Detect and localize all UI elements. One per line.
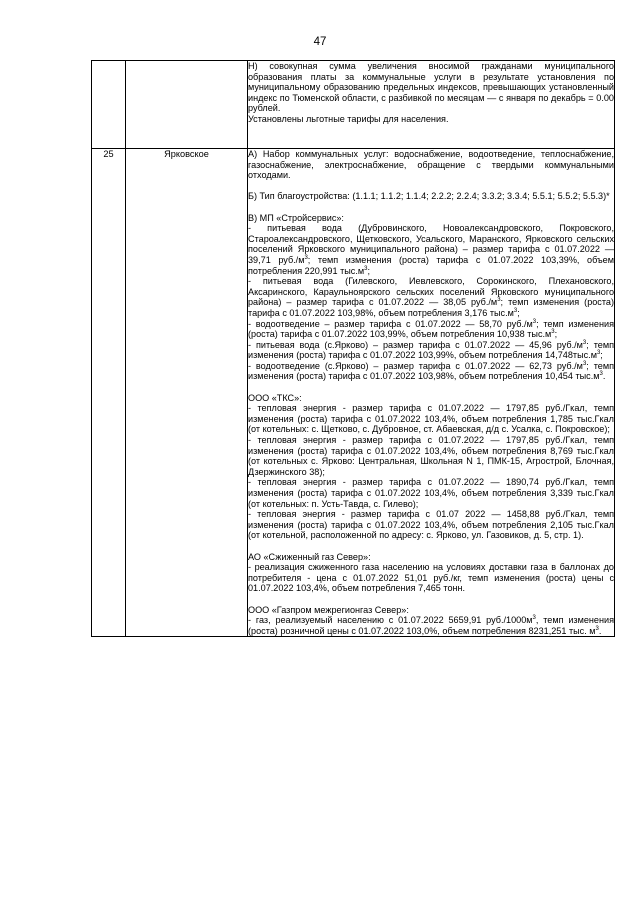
description-cell: [248, 61, 615, 149]
municipality-name: Ярковское: [164, 149, 209, 159]
paragraph-benefits: Установлены льготные тарифы для населения.: [248, 113, 449, 124]
tariff-item: - газ, реализуемый населению с 01.07.2022 5659,91 $руб./1000м^3$, темп изменения (роста) розничной цены с 01.07.2022 103,0%, объем потребления 8231,251 тыс. $м^3$.: [248, 615, 614, 636]
tariff-item: - реализация сжиженного газа населению на условиях доставки газа в баллонах до потребителя - цена с 01.07.2022 51,01 руб./кг, темп изменения (роста) цены с 01.07.2022 103,4%, объем потребления 7,465 тонн.: [248, 562, 614, 594]
row-number-cell: [92, 149, 126, 637]
paragraph-gazprom-title: ООО «Газпром межрегионгаз Север»:: [248, 604, 409, 615]
tariff-item: - питьевая вода (Гилевского, Иевлевского, Сорокинского, Плехановского, Аксаринского, Караульноярского сельских поселений Ярковского муниципального района) – размер тарифа с 01.07.2022 — 38,05 $руб./м^3$; темп изменения (роста) тарифа с 01.07.2022 103,98%, объем потребления 3,176 $тыс.м^3$;: [248, 276, 615, 318]
table-row: [92, 149, 615, 637]
table-row: [92, 61, 615, 149]
tariff-item: - водоотведение – размер тарифа с 01.07.2022 — 58,70 $руб./м^3$; темп изменения (роста) тарифа с 01.07.2022 103,99%, объем потребления 10,938 $тыс.м^3$;: [248, 318, 614, 340]
municipality-cell: [126, 61, 248, 149]
paragraph-b: Б) Тип благоустройства: (1.1.1; 1.1.2; 1.1.4; 2.2.2; 2.2.4; 3.3.2; 3.3.4; 5.5.1; 5.5.2; 5.5.3)*: [248, 191, 610, 202]
description-cell: [248, 149, 615, 637]
tariff-item: - питьевая вода (Дубровинского, Новоалександровского, Покровского, Староалександровского, Щетковского, Усальского, Маранского, Ярковского сельских поселений Ярковского муниципального района) – размер тарифа с 01.07.2022 — 39,71 $руб./м^3$; темп изменения (роста) тарифа с 01.07.2022 103,39%, объем потребления 220,991 $тыс.м^3$;: [248, 223, 614, 276]
tariff-item: - питьевая вода (с.Ярково) – размер тарифа с 01.07.2022 — 45,96 $руб./м^3$; темп изменения (роста) тарифа с 01.07.2022 103,99%, объем потребления $14,748тыс.м^3$;: [248, 339, 614, 361]
tariff-item: - водоотведение (с.Ярково) – размер тарифа с 01.07.2022 — 62,73 $руб./м^3$; темп изменения (роста) тарифа с 01.07.2022 103,98%, объем потребления 10,454 $тыс.м^3$.: [248, 360, 614, 382]
page-number: 47: [313, 36, 327, 48]
paragraph-n: Н) совокупная сумма увеличения вносимой гражданами муниципального образования платы за коммунальные услуги в результате установления по муниципальному образованию предельных индексов, превышающих установленный индекс по Тюменской области, с разбивкой по месяцам — с января по декабрь = 0.00 рублей.: [248, 61, 614, 114]
tariff-table: [91, 60, 615, 637]
paragraph-v-title: В) МП «Стройсервис»:: [248, 212, 344, 223]
municipality-cell: [126, 149, 248, 637]
row-number-cell: [92, 61, 126, 149]
tariff-item: - тепловая энергия - размер тарифа с 01.07.2022 — 1797,85 руб./Гкал, темп изменения (роста) тарифа с 01.07.2022 103,4%, объем потребления 1,785 тыс.Гкал (от котельных: с. Щетково, с. Дубровное, ст. Абаевская, д/д с. Усалка, с. Покровское);: [248, 403, 614, 435]
tariff-item: - тепловая энергия - размер тарифа с 01.07 2022 — 1458,88 руб./Гкал, темп изменения (роста) тарифа с 01.07.2022 103,4%, объем потребления 2,105 тыс.Гкал (от котельной, расположенной по адресу: с. Ярково, ул. Газовиков, д. 5, стр. 1).: [248, 509, 614, 541]
paragraph-a: А) Набор коммунальных услуг: водоснабжение, водоотведение, теплоснабжение, газоснабжение, электроснабжение, обращение с твердыми коммунальными отходами.: [248, 149, 614, 181]
tariff-item: - тепловая энергия - размер тарифа с 01.07.2022 — 1797,85 руб./Гкал, темп изменения (роста) тарифа с 01.07.2022 103,4%, объем потребления 8,769 тыс.Гкал (от котельных с. Ярково: Центральная, Школьная N 1, ПМК-15, Агрострой, Блочная, Дзержинского 38);: [248, 435, 614, 477]
row-number: 25: [103, 149, 114, 159]
tariff-item: - тепловая энергия - размер тарифа с 01.07.2022 — 1890,74 руб./Гкал, темп изменения (роста) тарифа с 01.07.2022 103,4%, объем потребления 3,339 тыс.Гкал (от котельных: п. Усть-Тавда, с. Гилево);: [248, 477, 614, 509]
paragraph-tks-title: ООО «ТКС»:: [248, 392, 302, 403]
paragraph-gas-title: АО «Сжиженный газ Север»:: [248, 551, 371, 562]
